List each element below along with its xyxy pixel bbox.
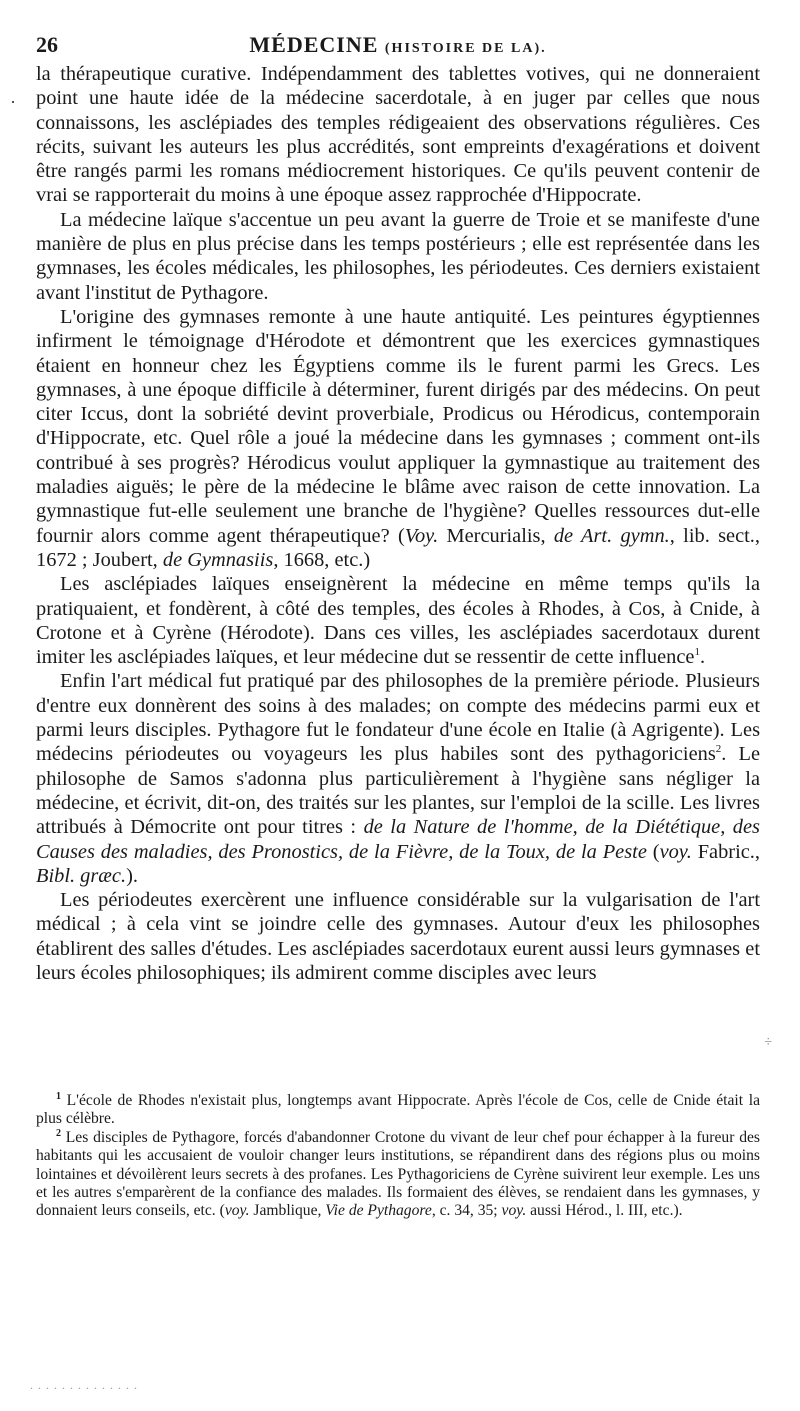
page-edge-marks: . . . . . . . . . . . . . . — [30, 1378, 138, 1392]
footnote-mark: 2 — [56, 1127, 61, 1139]
footnote-ref-2[interactable]: 2 — [715, 743, 722, 756]
footnotes — [36, 1092, 760, 1221]
margin-mark-right: ÷ — [764, 1035, 772, 1050]
paragraph-4: Les asclépiades laïques enseignèrent la médecine en même temps qu'ils la pratiquaient, et fondèrent, à côté des temples, des écoles à Rhodes, à Cos, à Cnide, à Crotone et à Cyrène (Hérodote). Dans ces villes, les asclépiades sacerdotaux durent imiter les asclépiades laïques, et leur médecine dut se ressentir de cette influence$^1$. — [36, 573, 760, 669]
footnote-ref-1[interactable]: 1 — [694, 646, 700, 659]
work-title: Bibl. græc. — [36, 864, 127, 887]
main-text — [36, 62, 760, 985]
book-titles: de la Nature de l'homme, de la Diététique, des Causes des maladies, des Pronostics, de la Fièvre, de la Toux, de la Peste — [36, 816, 760, 863]
work-title: Vie de Pythagore — [325, 1202, 432, 1220]
paragraph-3: L'origine des gymnases remonte à une haute antiquité. Les peintures égyptiennes infirment le témoignage d'Hérodote et démontrent que les exercices gymnastiques étaient en honneur chez les Égyptiens comme ils le furent parmi les Grecs. Les gymnases, à une époque difficile à déterminer, furent dirigés par des médecins. On peut citer Iccus, dont la sobriété devint proverbiale, Prodicus ou Hérodicus, contemporain d'Hippocrate, etc. Quel rôle a joué la médecine dans les gymnases ; comment ont-ils contribué à ses progrès? Hérodicus voulut appliquer la gymnastique au traitement des maladies aiguës; le père de la médecine le blâme avec raison de cette innovation. La gymnastique fut-elle seulement une branche de l'hygiène? Quelles ressources dut-elle fournir alors comme agent thérapeutique? (Voy. Mercurialis, de Art. gymn., lib. sect., 1672 ; Joubert, de Gymnasiis, 1668, etc.) — [36, 305, 760, 571]
page-number: 26 — [36, 32, 58, 57]
margin-dot: · — [10, 92, 16, 112]
voy-abbrev: Voy. — [404, 524, 439, 547]
footnote-2: $^2$ Les disciples de Pythagore, forcés d'abandonner Crotone du vivant de leur chef pour échapper à la fureur des habitants qui les accusaient de vouloir changer leurs institutions, se répandirent dans des régions plus ou moins lointaines et dévoilèrent leurs secrets à des profanes. Les Pythagoriciens de Cyrène suivirent leur exemple. Les uns et les autres s'emparèrent de la confiance des malades. Ils formaient des élèves, se rendaient dans les gymnases, y donnaient leurs conseils, etc. (voy. Jamblique, Vie de Pythagore, c. 34, 35; voy. aussi Hérod., l. III, etc.). — [36, 1127, 760, 1220]
footnote-mark: 1 — [56, 1090, 61, 1102]
paragraph-1: la thérapeutique curative. Indépendamment des tablettes votives, qui ne donneraient point une haute idée de la médecine sacerdotale, à en juger par celles que nous connaissons, les asclépiades des temples rédigeaient des observations régulières. Ces récits, suivant les auteurs les plus accrédités, sont empreints d'exagérations et doivent être rangés parmi les romans médiocrement historiques. Ce qu'ils peuvent contenir de vrai se rapporterait du moins à une époque assez rapprochée d'Hippocrate. — [36, 63, 760, 207]
title-subtitle: (HISTOIRE DE LA). — [384, 41, 547, 56]
running-header — [36, 30, 760, 60]
work-title: de Gymnasiis — [162, 548, 274, 571]
paragraph-4-text: Les asclépiades laïques enseignèrent la médecine en même temps qu'ils la pratiquaient, et fondèrent, à côté des temples, des écoles à Rhodes, à Cos, à Cnide, à Crotone et à Cyrène (Hérodote). Dans ces villes, les asclépiades sacerdotaux durent imiter les asclépiades laïques, et leur médecine dut se ressentir de cette influence — [36, 573, 760, 669]
paragraph-5: Enfin l'art médical fut pratiqué par des philosophes de la première période. Plusieurs d'entre eux donnèrent des soins à des malades; on compte des médecins parmi eux et parmi leurs disciples. Pythagore fut le fondateur d'une école en Italie (à Agrigente). Les médecins périodeutes ou voyageurs les plus habiles sont des pythagoriciens$^2$. Le philosophe de Samos s'adonna plus particulièrement à l'hygiène sans négliger la médecine, et écrivit, dit-on, des traités sur les plantes, sur l'emploi de la scille. Les livres attribués à Démocrite ont pour titres : de la Nature de l'homme, de la Diététique, des Causes des maladies, des Pronostics, de la Fièvre, de la Toux, de la Peste (voy. Fabric., Bibl. græc.). — [36, 670, 760, 887]
voy-abbrev: voy. — [659, 840, 692, 863]
paragraph-5-text: Enfin l'art médical fut pratiqué par des philosophes de la première période. Plusieurs d'entre eux donnèrent des soins à des malades; on compte des médecins parmi eux et parmi leurs disciples. Pythagore fut le fondateur d'une école en Italie (à Agrigente). Les médecins périodeutes ou voyageurs les plus habiles sont des pythagoriciens — [36, 670, 760, 766]
paragraph-6: Les périodeutes exercèrent une influence considérable sur la vulgarisation de l'art médical ; à cela vint se joindre celle des gymnases. Autour d'eux les philosophes établirent des salles d'études. Les asclépiades sacerdotaux eurent aussi leurs gymnases et leurs écoles philosophiques; ils admirent comme disciples avec leurs — [36, 889, 760, 984]
paragraph-2: La médecine laïque s'accentue un peu avant la guerre de Troie et se manifeste d'une manière de plus en plus précise dans les temps postérieurs ; elle est représentée dans les gymnases, les écoles médicales, les philosophes, les périodeutes. Ces derniers existaient avant l'institut de Pythagore. — [36, 208, 760, 304]
footnote-1: $^1$ L'école de Rhodes n'existait plus, longtemps avant Hippocrate. Après l'école de Cos, celle de Cnide était la plus célèbre. — [36, 1090, 760, 1128]
paragraph-3-text: L'origine des gymnases remonte à une haute antiquité. Les peintures égyptiennes infirment le témoignage d'Hérodote et démontrent que les exercices gymnastiques étaient en honneur chez les Égyptiens comme ils le furent parmi les Grecs. Les gymnases, à une époque difficile à déterminer, furent dirigés par des médecins. On peut citer Iccus, dont la sobriété devint proverbiale, Prodicus ou Hérodicus, contemporain d'Hippocrate, etc. Quel rôle a joué la médecine dans les gymnases ; comment ont-ils contribué à ses progrès? Hérodicus voulut appliquer la gymnastique au traitement des maladies aiguës; le père de la médecine le blâme avec raison de cette innovation. La gymnastique fut-elle seulement une branche de l'hygiène? Quelles ressources dut-elle fournir alors comme agent thérapeutique? — [36, 305, 760, 547]
title-main: MÉDECINE — [249, 32, 379, 57]
work-title: de Art. gymn. — [553, 524, 670, 547]
running-title — [36, 30, 760, 64]
